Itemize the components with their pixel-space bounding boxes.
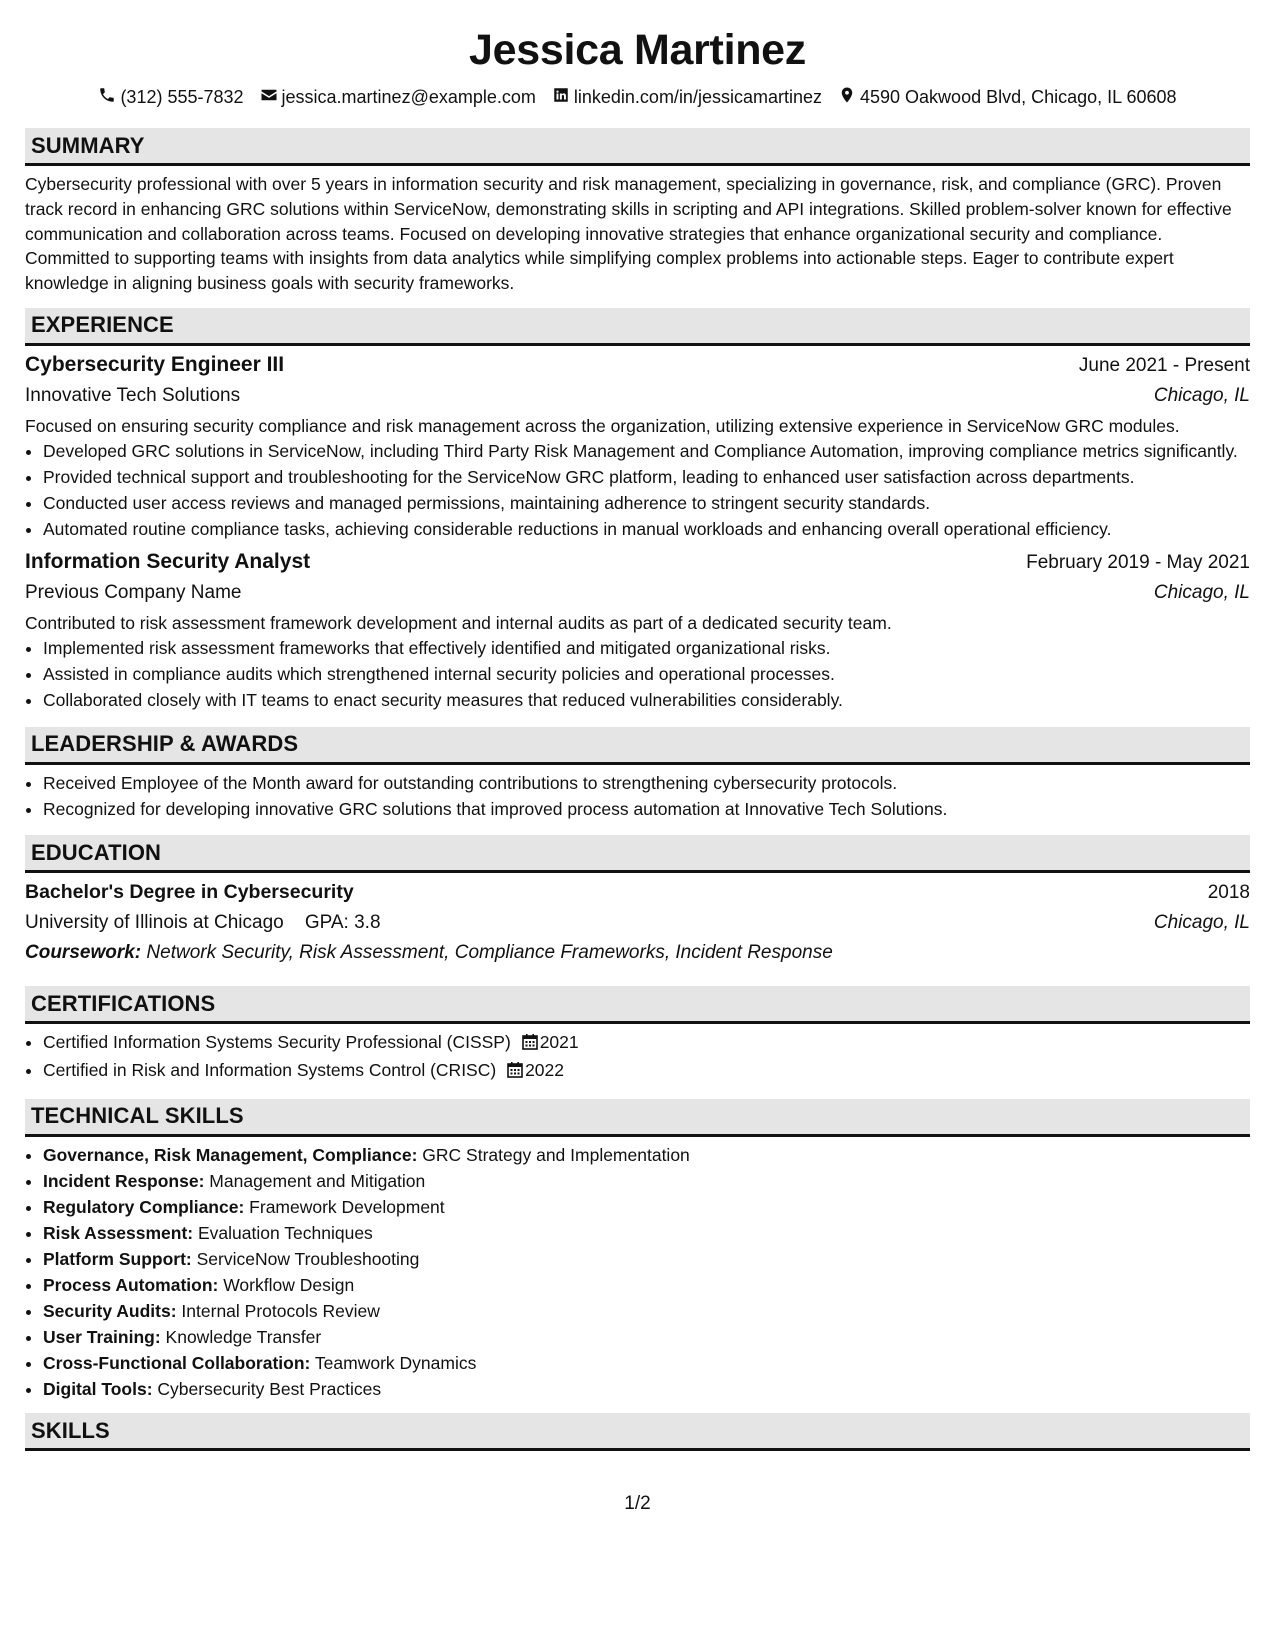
job-bullets [25,636,1250,713]
gpa: GPA: 3.8 [304,912,381,934]
school-name: University of Illinois at Chicago [25,912,284,934]
list-item [43,1169,1250,1194]
skill-name: Risk Assessment: [43,1222,194,1243]
certifications-list [25,1030,1250,1085]
list-item [43,1299,1250,1324]
list-item: • Developed GRC solutions in ServiceNow, including Third Party Risk Management and Compliance Automation, improving compliance metrics significantly. [43,439,1250,464]
graduation-year: 2018 [1207,882,1250,904]
skill-name: Regulatory Compliance: [43,1196,245,1217]
skill-value: Evaluation Techniques [198,1222,373,1243]
skill-name: Cross-Functional Collaboration: [43,1352,311,1373]
skill-value: Workflow Design [223,1274,355,1295]
job-bullets [25,439,1250,542]
skill-value: GRC Strategy and Implementation [422,1144,690,1165]
map-marker-icon [838,86,856,109]
list-item [43,1143,1250,1168]
section-header-certifications: CERTIFICATIONS [25,986,1250,1024]
skill-name: Digital Tools: [43,1378,153,1399]
coursework-label: Coursework: [25,942,142,964]
education-entry [25,877,1250,968]
email-text[interactable]: jessica.martinez@example.com [281,86,536,107]
list-item: • Provided technical support and troubleshooting for the ServiceNow GRC platform, leading to enhanced user satisfaction across departments. [43,465,1250,490]
linkedin-text[interactable]: linkedin.com/in/jessicamartinez [573,86,822,107]
contact-linkedin[interactable] [552,86,822,109]
section-header-experience: EXPERIENCE [25,308,1250,346]
phone-text: (312) 555-7832 [120,86,244,107]
job-entry [25,350,1250,541]
job-dates: February 2019 - May 2021 [1026,552,1250,574]
skill-value: Teamwork Dynamics [314,1352,477,1373]
list-item [43,1377,1250,1402]
resume-page [25,0,1250,1451]
skill-name: Process Automation: [43,1274,219,1295]
coursework-list: Network Security, Risk Assessment, Compliance Frameworks, Incident Response [146,942,833,964]
list-item: • Assisted in compliance audits which strengthened internal security policies and operational processes. [43,662,1250,687]
list-item [43,1273,1250,1298]
calendar-icon [522,1032,538,1057]
list-item [43,1058,1250,1085]
skill-name: Governance, Risk Management, Compliance: [43,1144,418,1165]
contact-phone [98,86,243,109]
leadership-list [25,771,1250,822]
list-item [43,1247,1250,1272]
skill-value: Internal Protocols Review [181,1300,380,1321]
envelope-icon [260,86,278,109]
section-header-leadership: LEADERSHIP & AWARDS [25,727,1250,765]
page-number: 1/2 [624,1493,651,1514]
list-item [43,1195,1250,1220]
list-item: • Implemented risk assessment frameworks that effectively identified and mitigated organizational risks. [43,636,1250,661]
list-item: • Conducted user access reviews and managed permissions, maintaining adherence to stringent security standards. [43,491,1250,516]
skill-value: Management and Mitigation [209,1170,426,1191]
job-dates: June 2021 - Present [1078,354,1250,376]
calendar-icon [507,1060,523,1085]
list-item [43,1221,1250,1246]
job-entry [25,547,1250,712]
certification-name: Certified Information Systems Security Professional (CISSP) [43,1032,511,1053]
skill-name: User Training: [43,1326,161,1347]
certification-year: 2022 [525,1060,565,1081]
school-line [25,908,381,938]
job-title: Information Security Analyst [25,550,311,574]
skill-name: Security Audits: [43,1300,177,1321]
certification-name: Certified in Risk and Information Systems Control (CRISC) [43,1060,497,1081]
linkedin-icon [552,86,570,109]
skill-name: Incident Response: [43,1170,205,1191]
skill-value: ServiceNow Troubleshooting [196,1248,420,1269]
school-location: Chicago, IL [1153,912,1250,934]
degree: Bachelor's Degree in Cybersecurity [25,881,354,904]
list-item: • Collaborated closely with IT teams to enact security measures that reduced vulnerabilities considerably. [43,688,1250,713]
phone-icon [98,86,116,109]
certification-year: 2021 [539,1032,579,1053]
job-company: Previous Company Name [25,582,242,604]
address-text: 4590 Oakwood Blvd, Chicago, IL 60608 [860,86,1177,107]
list-item [43,1351,1250,1376]
contact-email[interactable] [260,86,536,109]
summary-text: Cybersecurity professional with over 5 years in information security and risk management, specializing in governance, risk, and compliance (GRC). Proven track record in enhancing GRC solutions within ServiceNow, demonstrating skills in scripting and API integrations. Skilled problem-solver known for effective communication and collaboration across teams. Focused on developing innovative strategies that enhance organizational security and compliance. Committed to supporting teams with insights from data analytics while simplifying complex problems into actionable steps. Eager to contribute expert knowledge in aligning business goals with security frameworks. [25,174,1232,294]
job-title: Cybersecurity Engineer III [25,352,285,376]
section-header-summary: SUMMARY [25,128,1250,166]
skill-name: Platform Support: [43,1248,192,1269]
list-item [43,1030,1250,1057]
list-item [43,1325,1250,1350]
skill-value: Knowledge Transfer [165,1326,322,1347]
coursework-line [25,938,1250,968]
contact-address [838,86,1177,109]
job-description: Contributed to risk assessment framework development and internal audits as part of a dedicated security team. [25,613,892,634]
list-item: • Recognized for developing innovative GRC solutions that improved process automation at Innovative Tech Solutions. [43,797,1250,822]
job-description: Focused on ensuring security compliance and risk management across the organization, utilizing extensive experience in ServiceNow GRC modules. [25,415,1180,436]
job-location: Chicago, IL [1153,582,1250,604]
candidate-name: Jessica Martinez [469,26,806,74]
job-location: Chicago, IL [1153,384,1250,406]
list-item: • Received Employee of the Month award for outstanding contributions to strengthening cybersecurity protocols. [43,771,1250,796]
skill-value: Cybersecurity Best Practices [157,1378,382,1399]
contact-bar [25,84,1250,110]
skill-value: Framework Development [249,1196,445,1217]
job-company: Innovative Tech Solutions [25,384,241,406]
list-item: • Automated routine compliance tasks, achieving considerable reductions in manual workloads and enhancing overall operational efficiency. [43,517,1250,542]
section-header-technical-skills: TECHNICAL SKILLS [25,1099,1250,1137]
technical-skills-list [25,1143,1250,1402]
section-header-skills: SKILLS [25,1413,1250,1451]
section-header-education: EDUCATION [25,835,1250,873]
